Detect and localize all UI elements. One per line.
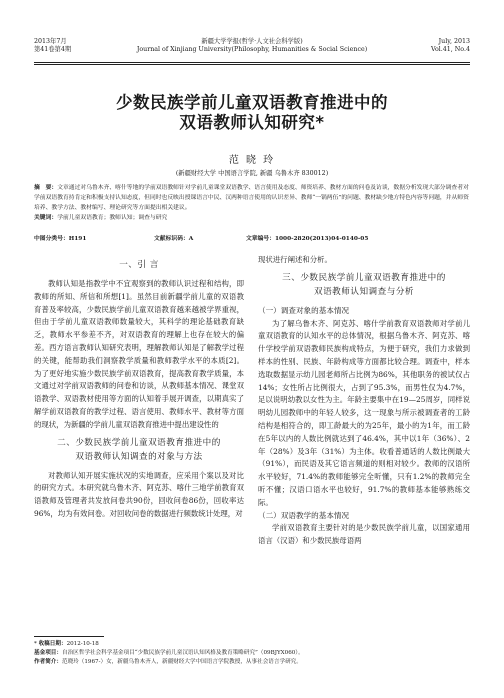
classification-row bbox=[34, 234, 470, 244]
author-bio: 作者简介：范晓玲（1967-）女，新疆乌鲁木齐人，新疆财经大学中国语言学院教授，从事社会语言学研究。 bbox=[34, 659, 302, 665]
abstract: 摘 要：文章通过对乌鲁木齐、喀什等地的学前双语教师针对学前儿童课堂双语教学、语言使用及态度、师资培养、教材方面的问卷及访谈，数据分析发现大部分调查者对学前双语教育持肯定和积极支持认知态度，但同时也反映出授课语言中民、汉两种语言使用的认识差异、教师“一锅两伍”的问题、教材缺少地方特色内容等问题，并从师资培养、教学方法、教材编写、理论研究等方面提出相关建议。 bbox=[34, 185, 469, 211]
issue-info: 2013年7月 第41卷第4期 bbox=[34, 38, 72, 53]
running-header bbox=[34, 38, 470, 62]
received-date: * 收稿日期：2012-10-18 bbox=[34, 641, 99, 647]
section-heading-analysis: 三、少数民族学前儿童双语教育推进中的 双语教师认知调查与分析 bbox=[282, 272, 446, 297]
paragraph: 学前双语教育主要针对的是少数民族学前儿童，以国家通用语言（汉语）和少数民族母语两 bbox=[258, 523, 470, 546]
keywords: 关键词：学前儿童双语教育；教师认知；调查与研究 bbox=[34, 215, 168, 221]
subsection-heading: （二）双语教学的基本情况 bbox=[258, 510, 350, 520]
subsection-heading: （一）调查对象的基本情况 bbox=[258, 305, 350, 315]
footnote bbox=[34, 640, 470, 667]
paragraph: 为了解乌鲁木齐、阿克苏、喀什学前教育双语教师对学前儿童双语教育的认知水平的总体情况，根据乌鲁木齐、阿克苏、喀什学校学前双语教师民族构成特点，为便于研究，我们力求做到样本的性别、民族、年龄构成等方面都比较合理。调查中，样本选取数据显示幼儿园老师所占比例为86%，其他职务的被试仅占14%；女性所占比例很大，占到了95.3%，而男性仅为4.7%，足以说明幼教以女性为主。年龄主要集中在19—25周岁，同样说明幼儿园教师中的年轻人较多，这一现象与所示被调查者的工龄结构是相符合的，即工龄最大的为25年，最小的为1年，而工龄在5年以内的人数比例就达到了46.4%，其中以1年（36%）、2年（28%）及3年（31%）为主体。收看普通话的人数比例最大（91%），而民语及其它语言频道的则相对较少。教师的汉语所水平较好，71.4%的教师能够完全听懂，只有1.2%的教师完全听不懂；汉语口语水平也较好，91.7%的教师基本能够熟练交际。 bbox=[258, 318, 470, 507]
abstract-block bbox=[34, 183, 470, 223]
paper-title: 少数民族学前儿童双语教育推进中的 双语教师认知研究* bbox=[116, 93, 388, 132]
paragraph: 对教师认知开展实施状况的实地调查，应采用个案以及对比的研究方式。本研究就乌鲁木齐、阿克苏、喀什三地学前教育双语教师及管理者共发放问卷共90份，回收问卷86份，回收率达96%，均为有效问卷。对回收问卷的数据进行频数统计处理，对 bbox=[34, 470, 244, 518]
fund-info: 基金项目：自治区哲学社会科学基金项目“少数民族学前儿童汉语认知风格及教育策略研究”（09BJYX060）。 bbox=[34, 650, 304, 656]
document-code: 文献标识码：A bbox=[154, 236, 194, 242]
left-column bbox=[34, 254, 244, 521]
section-heading-method: 二、少数民族学前儿童双语教育推进中的 双语教师认知调查的对象与方法 bbox=[57, 437, 221, 462]
footnote-rule bbox=[34, 636, 104, 637]
author-affiliation: (新疆财经大学 中国语言学院, 新疆 乌鲁木齐 830012) bbox=[175, 170, 329, 177]
right-column bbox=[258, 254, 470, 548]
author-name: 范 晓 玲 bbox=[228, 155, 276, 166]
clc-number: 中图分类号：H191 bbox=[34, 236, 87, 242]
header-rule bbox=[34, 62, 470, 63]
paragraph: 现状进行阐述和分析。 bbox=[258, 255, 332, 264]
article-number: 文章编号：1000-2820(2013)04-0140-05 bbox=[246, 236, 369, 242]
issue-info-en: July, 2013 Vol.41, No.4 bbox=[431, 38, 470, 53]
header-rule-thin bbox=[34, 64, 470, 65]
journal-name: 新疆大学学报(哲学·人文社会科学版) Journal of Xinjiang University(Philosophy, Humanities & Social Science) bbox=[136, 38, 368, 53]
paragraph: 教师认知是指教学中不宜观察到的教师认识过程和结构，即教师的所知、所信和所想[1]。虽然目前新疆学前儿童的双语教育普及率较高，少数民族学前儿童双语教育越来越被学界重视，但由于学前儿童双语教师数量较大，其科学的理论基础教育缺乏，教师水平参差不齐，对双语教育的理解上也存在较大的偏差。西方语言教师认知研究表明，理解教师认知是了解教学过程的关键，能帮助我们洞察教学质量和教师教学水平的本质[2]。为了更好地实施少数民族学前双语教育，提高教育教学质量，本文通过对学前双语教师的问卷和访谈，从教师基本情况、课堂双语教学、双语教材使用等方面的认知着手展开调查，以期真实了解学前双语教育的教学过程、语言使用、教师水平、教材等方面的现状，为新疆的学前儿童双语教育推进中提出建设性的 bbox=[34, 279, 244, 429]
section-heading-introduction: 一、引 言 bbox=[119, 260, 159, 270]
